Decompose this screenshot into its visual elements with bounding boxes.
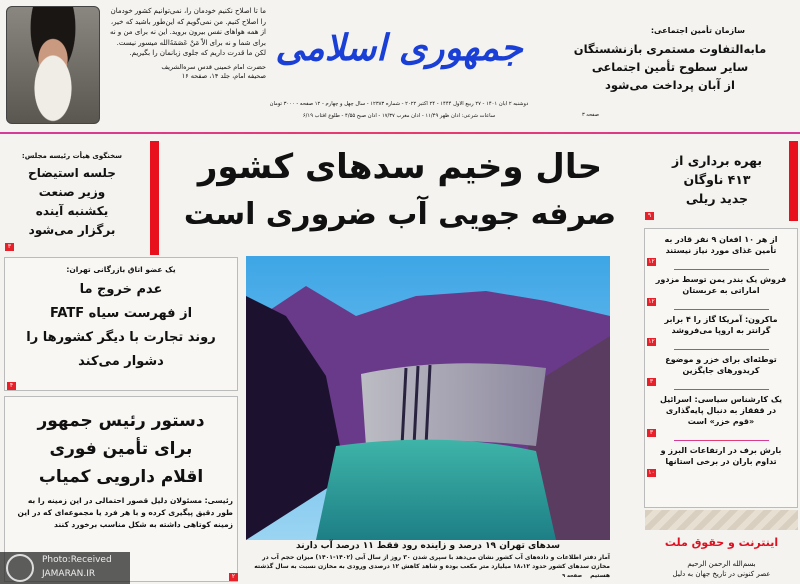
photo-caption-title: سدهای تهران ۱۹ درصد و زاینده رود فقط ۱۱ درصد آب دارند [296,541,560,551]
photo-caption-page: صفحه ۹ [562,573,583,579]
site-name: JAMARAN.IR [42,569,96,579]
newspaper-logo: جمهوری اسلامی [275,27,523,69]
item-divider [674,440,769,441]
news-list-item[interactable] [645,394,797,445]
quote-source: حضرت امام خمینی قدس سره‌الشریف صحیفه امام، جلد ۱۴، صفحه ۱۶ [161,62,266,80]
fatf-headline: عدم خروج ما از فهرست سیاه FATF روند تجارت با دیگر کشورها را دشوار می‌کند [26,282,216,369]
main-headline-line1: حال وخیم سدهای کشور [197,147,603,187]
fatf-box [4,257,238,391]
reservoir-water [316,440,556,540]
dam-photo [246,256,610,540]
top-right-headline: مابه‌التفاوت مستمری بازنشستگان سایر سطوح تأمین اجتماعی از آبان پرداخت می‌شود [573,42,767,92]
item-divider [674,269,769,270]
right-top-headline: بهره برداری از ۴۱۳ ناوگان جدید ریلی [671,153,763,206]
news-list-item[interactable] [645,445,797,477]
news-list-item[interactable] [645,234,797,274]
left-top-box [0,138,146,255]
editorial-body: بسم‌الله الرحمن الرحیم عصر کنونی در تاریخ جهان به دلیل [672,560,771,578]
prayer-times: ساعات شرعی: اذان ظهر ۱۱/۴۹ - اذان مغرب ۱۷/۳۷ - اذان صبح ۴/۵۵ - طلوع آفتاب ۶/۱۹ [302,113,496,119]
jamaran-watermark [0,552,130,584]
date-line: دوشنبه ۲ آبان ۱۴۰۱ - ۲۷ ربیع الاول ۱۴۴۴ - ۲۴ اکتبر ۲۰۲۲ - شماره ۱۲۳۸۳ - سال چهل و چهارم - ۱۲ صفحه - ۳۰۰۰ تومان [269,101,529,107]
page-marker: ۴ [7,382,16,390]
top-right-page: صفحه ۳ [582,112,599,118]
page-marker: ۳ [647,378,656,386]
photo-caption-block [246,553,610,581]
right-news-list [644,228,798,508]
news-item-text: فروش یک بندر یمن توسط مزدور اماراتی به عربستان [655,275,787,295]
dam-wall [361,363,546,446]
main-headline-line2: صرفه جویی آب ضروری است [183,197,617,232]
imam-photo [6,6,100,124]
photo-credit: Photo:Received [42,555,112,565]
page-marker: ۱۲ [648,338,655,345]
news-item-text: یک کارشناس سیاسی: اسرائیل در قفقاز به دنبال پایه‌گذاری «قوم خزر» است [659,395,783,426]
editorial-banner [645,510,798,530]
page-marker: ۳ [5,243,14,251]
page-marker: ۱۰ [648,469,655,476]
news-item-text: از هر ۱۰ افغان ۹ نفر قادر به تأمین غذای مورد نیاز نیستند [664,235,778,255]
item-divider [674,349,769,350]
red-accent-bar [150,141,159,255]
page-marker: ۱۲ [648,298,655,305]
item-divider [674,309,769,310]
left-top-headline: جلسه استیضاح وزیر صنعت یکشنبه آینده برگزار می‌شود [28,166,116,237]
quote-text: ما تا اصلاح نکنیم خودمان را، نمی‌توانیم کشور خودمان را اصلاح کنیم. من نمی‌گویم که این‌طور باشید که خیر، از همه هواهای نفس بیرون بروید. این نه برای من و نه برای شما و نه برای الاّ مَنْ عَصَمَهُ‌الله میسور نیست. لکن ما قدرت داریم که جلوی زبانمان را بگیریم. [109,7,266,57]
fatf-kicker: یک عضو اتاق بازرگانی تهران: [66,265,176,274]
page-marker: ۲ [229,573,238,581]
news-list-item[interactable] [645,274,797,314]
jamaran-logo-icon [6,554,34,582]
item-divider [674,389,769,390]
page-marker: ۱۲ [648,258,655,265]
masthead-divider [0,132,800,134]
page-marker: ۹ [645,212,654,220]
editorial-title: اینترنت و حقوق ملت [664,536,779,549]
news-item-text: بارش برف در ارتفاعات البرز و تداوم باران در برخی استانها [660,446,782,466]
quote-column [104,6,266,81]
news-list-item[interactable] [645,354,797,394]
photo-caption-body: آمار دفتر اطلاعات و داده‌های آب کشور نشان می‌دهد با سپری شدن ۳۰ روز از سال آبی (۱۴۰۲-۱۴۰۱) میزان حجم آب در مخازن سدهای کشور حدود ۱۸،۱۲ میلیارد متر مکعب بوده و شاهد کاهش ۱۲ درصدی ورودی به مخازن نسبت به سال گذشته هستیم [254,554,610,579]
top-right-kicker: سازمان تأمین اجتماعی: [650,26,745,35]
left-top-kicker: سخنگوی هیأت رئیسه مجلس: [21,152,123,160]
page-marker: ۳ [647,429,656,437]
red-accent-bar [789,141,798,221]
news-item-text: توطئه‌ای برای خزر و موضوع کریدورهای جایگزین [665,355,777,375]
news-list-item[interactable] [645,314,797,354]
news-item-text: ماکرون: آمریکا گاز را ۴ برابر گرانتر به اروپا می‌فروشد [664,315,778,335]
president-body: رئیسی: مسئولان دلیل قصور احتمالی در این زمینه را به طور دقیق پیگیری کرده و با هر فرد یا مجموعه‌ای که در این زمینه کوتاهی داشته به شکل مناسب برخورد کنند [17,496,233,529]
president-headline: دستور رئیس جمهور برای تأمین فوری اقلام دارویی کمیاب [37,411,205,487]
